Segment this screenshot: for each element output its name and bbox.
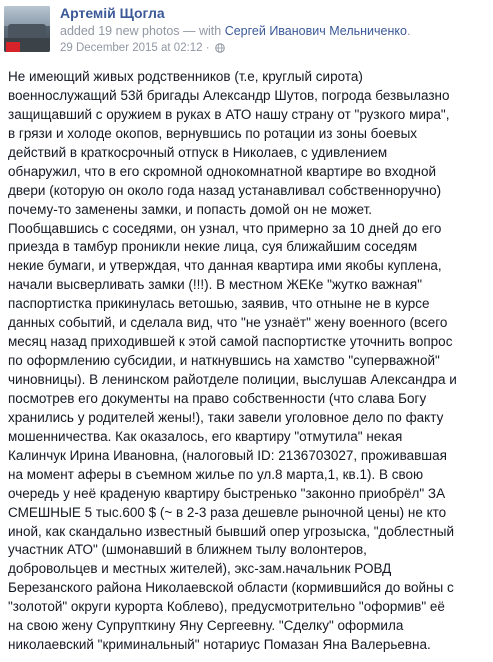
photos-link[interactable]: 19 new photos [98, 24, 180, 38]
post-text-line: Не имеющий живых родственников (т.е, круглый сирота) [8, 69, 363, 84]
post-text-line: Березанского района Николаевской области (кормившийся до войны с [8, 580, 454, 596]
post-text-line: посмотрев его документы на право собственности (что слава Богу [8, 390, 427, 406]
post-text-line: паспортистка прикинулась ветошью, заявив, что отныне не в курсе [8, 296, 430, 312]
post-text-line: начали высверливать замки (!!!). В местном ЖЕКе "жутко важная" [8, 277, 423, 293]
post-text-line: иной, как скандально известный бывший опер угрозыска, "доблестный [8, 523, 455, 539]
author-name-link[interactable]: Артемій Щогла [60, 5, 165, 21]
globe-icon[interactable] [215, 43, 225, 53]
post-text-line: участник АТО" (шмонавший в ближнем тылу волонтеров, [8, 542, 367, 558]
post-text-line: в грязи и холоде окопов, вернувшись по ротации из зоны боевых [8, 125, 418, 141]
author-avatar[interactable] [4, 6, 50, 52]
post-text-line: очередь у неё краденую квартиру быстренько "законно приобрёл" ЗА [8, 485, 446, 501]
post-text-line: николаевский "криминальный" нотариус Помазан Яна Валерьевна. [8, 637, 431, 653]
post-timestamp [60, 42, 225, 54]
post-body [8, 68, 490, 655]
post-text-line: приезда в тамбур проникли некие лица, суя ближайшим соседям [8, 239, 418, 255]
post-text-line: данных событий, и сделала вид, что "не узнаёт" жену военного (всего [8, 315, 448, 331]
tagged-person-link[interactable]: Сергей Иванович Мельниченко [224, 24, 407, 38]
activity-with: — with [179, 24, 225, 38]
avatar-flag [6, 42, 20, 52]
timestamp-link[interactable]: 29 December 2015 at 02:12 · [60, 42, 210, 54]
post-text-line: хранились у родителей жены!), таки завели уголовное дело по факту [8, 409, 444, 425]
post-text-line: действий в краткосрочный отпуск в Николаев, с удивлением [8, 144, 388, 160]
post-text-line: обнаружил, что в его скромной однокомнатной квартире во входной [8, 163, 437, 179]
post-text-line: Калинчук Ирина Ивановна, (налоговый ID: 2136703027, проживавшая [8, 447, 447, 463]
post-text-line: почему-то заменены замки, и попасть домой он не может. [8, 201, 373, 217]
post-text-line: "золотой" округи курорта Коблево), предусмотрительно "оформив" её [8, 599, 445, 615]
post-text-line: защищавший с оружием в руках в АТО нашу страну от "рузкого мира", [8, 106, 450, 122]
post-text-line: Пообщавшись с соседями, он узнал, что примерно за 10 дней до его [8, 220, 442, 236]
post-header [0, 0, 493, 62]
post-text-line: военнослужащий 53й бригады Александр Шутов, погрода безвылазно [8, 87, 450, 103]
activity-prefix: added [60, 24, 99, 38]
post-text-line: на момент аферы в съемном жилье по ул.8 марта,1, кв.1). В свою [8, 466, 424, 482]
post-text-line: некие бумаги, и утверждая, что данная квартира ими якобы куплена, [8, 258, 442, 274]
activity-line [60, 24, 410, 38]
avatar-sky [4, 6, 50, 26]
post-text-line: мошенничества. Как оказалось, его квартиру "отмутила" некая [8, 428, 403, 444]
post-text-line: на свою жену Супрупткину Яну Сергеевну. "Сделку" оформила [8, 618, 404, 634]
post-text-line: месяц назад приходившей к этой самой паспортистке уточнить вопрос [8, 334, 453, 350]
post-text-line: добровольцев и местных жителей), экс-зам.начальник РОВД [8, 561, 392, 577]
post-text-line: по оформлению субсидии, и наткнувшись на хамство "суперважной" [8, 353, 440, 369]
post-text-line: СМЕШНЫЕ 5 тыс.600 $ (~ в 2-3 раза дешевле рыночной цены) не кто [8, 504, 447, 520]
post-text-line: двери (которую он около года назад устанавливал собственноручно) [8, 182, 442, 198]
activity-suffix: . [406, 24, 411, 38]
post-text-line: чиновницы). В ленинском райотделе полиции, выслушав Александра и [8, 372, 457, 387]
